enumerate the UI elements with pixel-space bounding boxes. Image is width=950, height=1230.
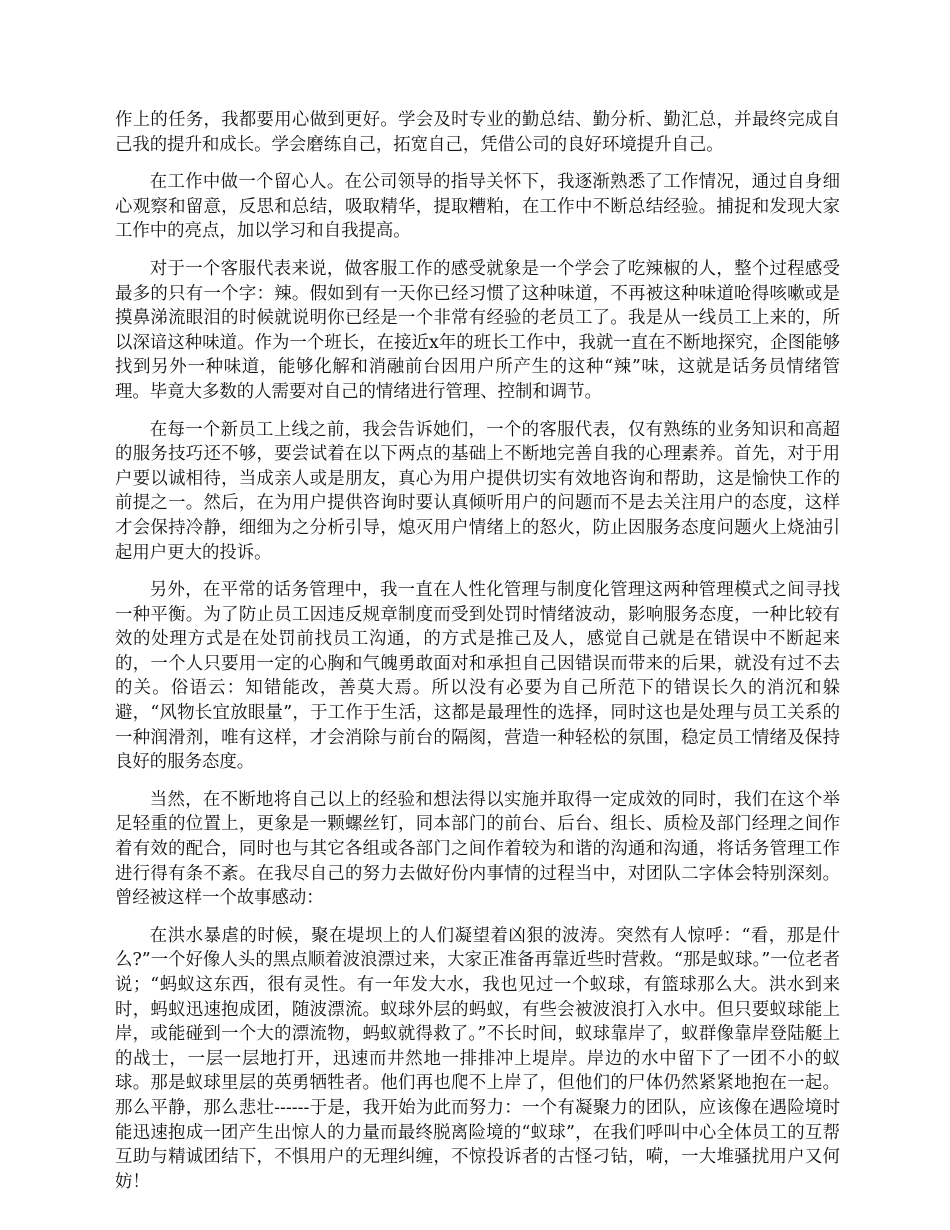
- paragraph-spicy-analogy: 对于一个客服代表来说，做客服工作的感受就象是一个学会了吃辣椒的人，整个过程感受最多的只有一个字：辣。假如到有一天你已经习惯了这种味道，不再被这种味道呛得咳嗽或是摸鼻涕流眼泪的时候就说明你已经是一个非常有经验的老员工了。我是从一线员工上来的，所以深谙这种味道。作为一个班长，在接近x年的班长工作中，我就一直在不断地探究，企图能够找到另外一种味道，能够化解和消融前台因用户所产生的这种“辣”味，这就是话务员情绪管理。毕竟大多数的人需要对自己的情绪进行管理、控制和调节。: [115, 258, 840, 402]
- paragraph-management-balance: 另外，在平常的话务管理中，我一直在人性化管理与制度化管理这两种管理模式之间寻找一种平衡。为了防止员工因违反规章制度而受到处罚时情绪波动，影响服务态度，一种比较有效的处理方式是在处罚前找员工沟通，的方式是推己及人，感觉自己就是在错误中不断起来的，一个人只要用一定的心胸和气魄勇敢面对和承担自己因错误而带来的后果，就没有过不去的关。俗语云：知错能改，善莫大焉。所以没有必要为自己所范下的错误长久的消沉和躲避，“风物长宜放眼量”，于工作于生活，这都是最理性的选择，同时这也是处理与员工关系的一种润滑剂，唯有这样，才会消除与前台的隔阂，营造一种轻松的氛围，稳定员工情绪及保持良好的服务态度。: [115, 580, 840, 773]
- paragraph-intro-continuation: 作上的任务，我都要用心做到更好。学会及时专业的勤总结、勤分析、勤汇总，并最终完成自己我的提升和成长。学会磨练自己，拓宽自己，凭借公司的良好环境提升自己。: [115, 110, 840, 155]
- paragraph-ant-ball-story: 在洪水暴虐的时候，聚在堤坝上的人们凝望着凶狠的波涛。突然有人惊呼：“看，那是什么?”一个好像人头的黑点顺着波浪漂过来，大家正准备再靠近些时营救。“那是蚁球。”一位老者说；“蚂蚁这东西，很有灵性。有一年发大水，我也见过一个蚁球，有篮球那么大。洪水到来时，蚂蚁迅速抱成团，随波漂流。蚁球外层的蚂蚁，有些会被波浪打入水中。但只要蚁球能上岸，或能碰到一个大的漂流物，蚂蚁就得救了。”不长时间，蚁球靠岸了，蚁群像靠岸登陆艇上的战士，一层一层地打开，迅速而井然地一排排冲上堤岸。岸边的水中留下了一团不小的蚁球。那是蚁球里层的英勇牺牲者。他们再也爬不上岸了，但他们的尸体仍然紧紧地抱在一起。那么平静，那么悲壮------于是，我开始为此而努力：一个有凝聚力的团队，应该像在遇险境时能迅速抱成一团产生出惊人的力量而最终脱离险境的“蚁球”，在我们呼叫中心全体员工的互帮互助与精诚团结下，不惧用户的无理纠缠，不惊投诉者的古怪刁钻，嗬，一大堆骚扰用户又何妨！: [115, 925, 840, 1192]
- document-body: [115, 108, 840, 1207]
- paragraph-new-employee-advice: 在每一个新员工上线之前，我会告诉她们，一个的客服代表，仅有熟练的业务知识和高超的服务技巧还不够，要尝试着在以下两点的基础上不断地完善自我的心理素养。首先，对于用户要以诚相待，当成亲人或是朋友，真心为用户提供切实有效地咨询和帮助，这是愉快工作的前提之一。然后，在为用户提供咨询时要认真倾听用户的问题而不是去关注用户的态度，这样才会保持冷静，细细为之分析引导，熄灭用户情绪上的怒火，防止因服务态度问题火上烧油引起用户更大的投诉。: [115, 419, 840, 563]
- paragraph-attentive-worker: 在工作中做一个留心人。在公司领导的指导关怀下，我逐渐熟悉了工作情况，通过自身细心观察和留意，反思和总结，吸取精华，提取糟粕，在工作中不断总结经验。捕捉和发现大家工作中的亮点，加以学习和自我提高。: [115, 172, 840, 242]
- paragraph-teamwork: 当然，在不断地将自己以上的经验和想法得以实施并取得一定成效的同时，我们在这个举足轻重的位置上，更象是一颗螺丝钉，同本部门的前台、后台、组长、质检及部门经理之间作着有效的配合，同时也与其它各组或各部门之间作着较为和谐的沟通和沟通，将话务管理工作进行得有条不紊。在我尽自己的努力去做好份内事情的过程当中，对团队二字体会特别深刻。曾经被这样一个故事感动：: [115, 789, 840, 909]
